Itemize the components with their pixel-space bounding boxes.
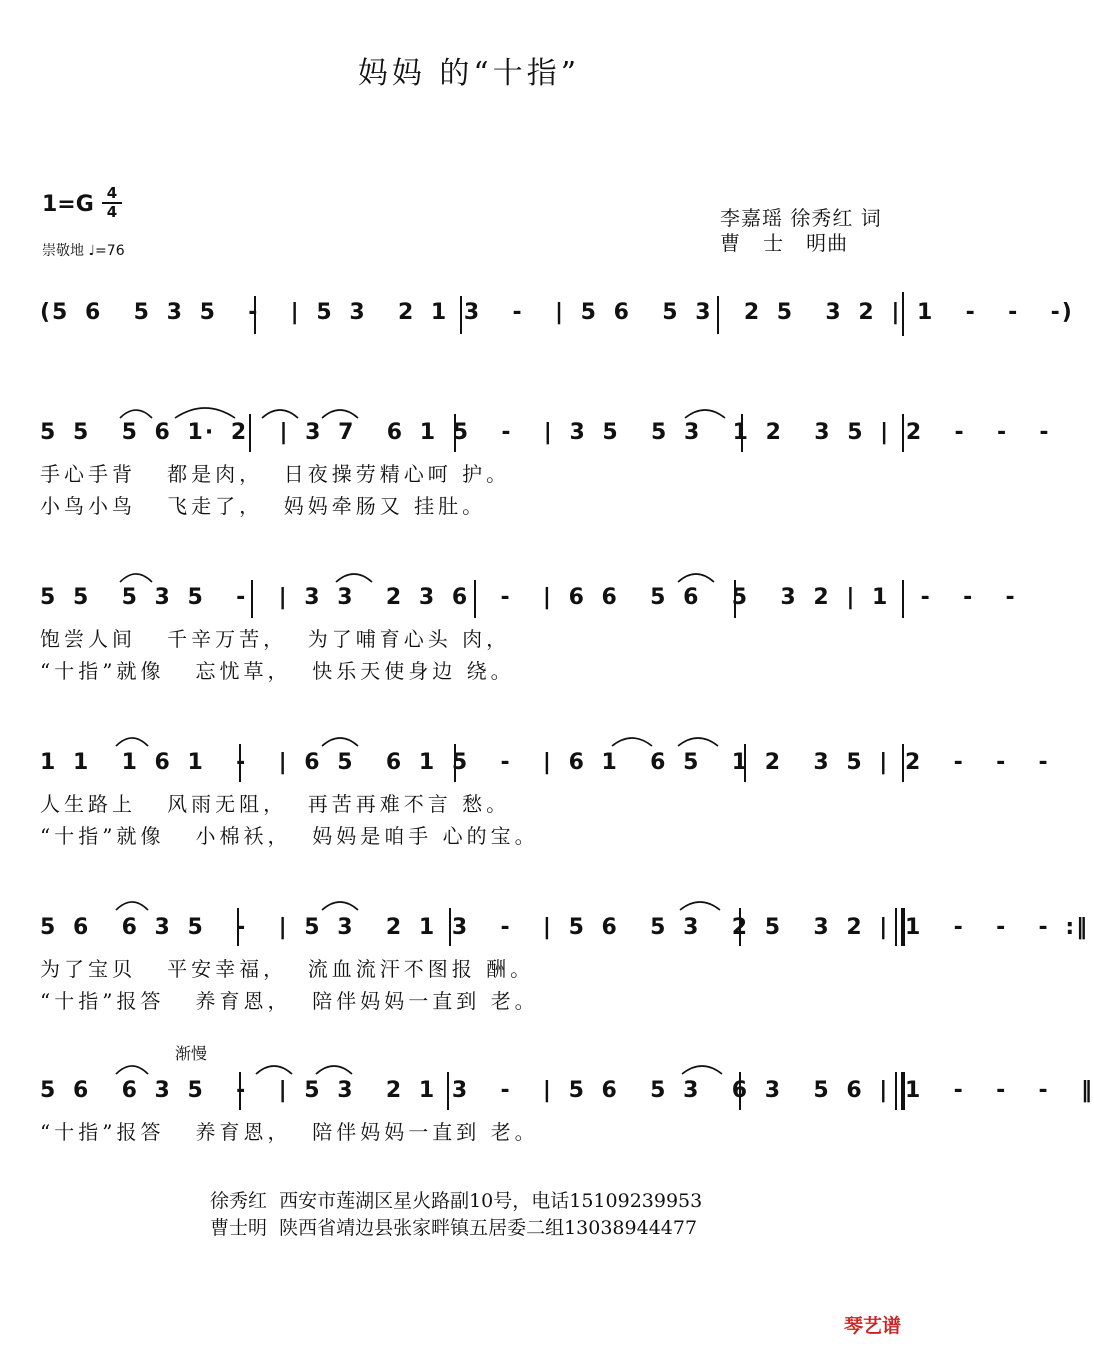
notation-row: 5 5 5 6 1· 2 | 3 7 6 1 5 - | 3 5 5 3 1 2 3 5 | 2 - - - <box>40 420 1051 445</box>
notation-row: 5 5 5 3 5 - | 3 3 2 3 6 - | 6 6 5 6 5 3 2 | 1 - - - <box>40 585 1017 610</box>
composer-credit: 曹 士 明曲 <box>720 231 849 255</box>
notation-row: 1 1 1 6 1 - | 6 5 6 1 5 - | 6 1 6 5 1 2 3 5 | 2 - - - <box>40 750 1050 775</box>
tempo-change-mark: 渐慢 <box>175 1044 208 1063</box>
lyric-line: 小鸟小鸟 飞走了， 妈妈牵肠又 挂肚。 <box>40 494 487 518</box>
lyric-line: “十指”报答 养育恩， 陪伴妈妈一直到 老。 <box>40 1120 539 1144</box>
lyric-line: 为了宝贝 平安幸福， 流血流汗不图报 酬。 <box>40 957 535 981</box>
lyric-line: 饱尝人间 千辛万苦， 为了哺育心头 肉， <box>40 627 511 651</box>
notation-row: 5 6 6 3 5 - | 5 3 2 1 3 - | 5 6 5 3 2 5 3 2 | 1 - - - :‖ <box>40 915 1090 940</box>
contact-line-2: 曹士明 陕西省靖边县张家畔镇五居委二组13038944477 <box>210 1217 698 1239</box>
song-title: 妈妈 的“十指” <box>357 56 581 91</box>
contact-line-1: 徐秀红 西安市莲湖区星火路副10号，电话15109239953 <box>210 1190 703 1212</box>
lyric-line: “十指”报答 养育恩， 陪伴妈妈一直到 老。 <box>40 989 539 1013</box>
notation-row: (5 6 5 3 5 - | 5 3 2 1 3 - | 5 6 5 3 2 5 3 2 | 1 - - -) <box>40 300 1074 325</box>
lyric-line: 人生路上 风雨无阻， 再苦再难不言 愁。 <box>40 792 511 816</box>
notation-row: 5 6 6 3 5 - | 5 3 2 1 3 - | 5 6 5 3 6 3 5 6 | 1 - - - ‖ <box>40 1078 1094 1103</box>
time-bottom: 4 <box>106 203 118 221</box>
lyric-line: 手心手背 都是肉， 日夜操劳精心呵 护。 <box>40 462 511 486</box>
site-logo: 琴艺谱 <box>844 1315 902 1337</box>
lyric-line: “十指”就像 忘忧草， 快乐天使身边 绕。 <box>40 659 515 683</box>
tempo-marking: 崇敬地 ♩=76 <box>42 243 125 259</box>
key-signature: 1=G <box>42 192 94 217</box>
lyric-line: “十指”就像 小棉袄， 妈妈是咱手 心的宝。 <box>40 824 539 848</box>
lyricist-credit: 李嘉瑶 徐秀红 词 <box>720 206 882 230</box>
time-top: 4 <box>106 184 118 202</box>
